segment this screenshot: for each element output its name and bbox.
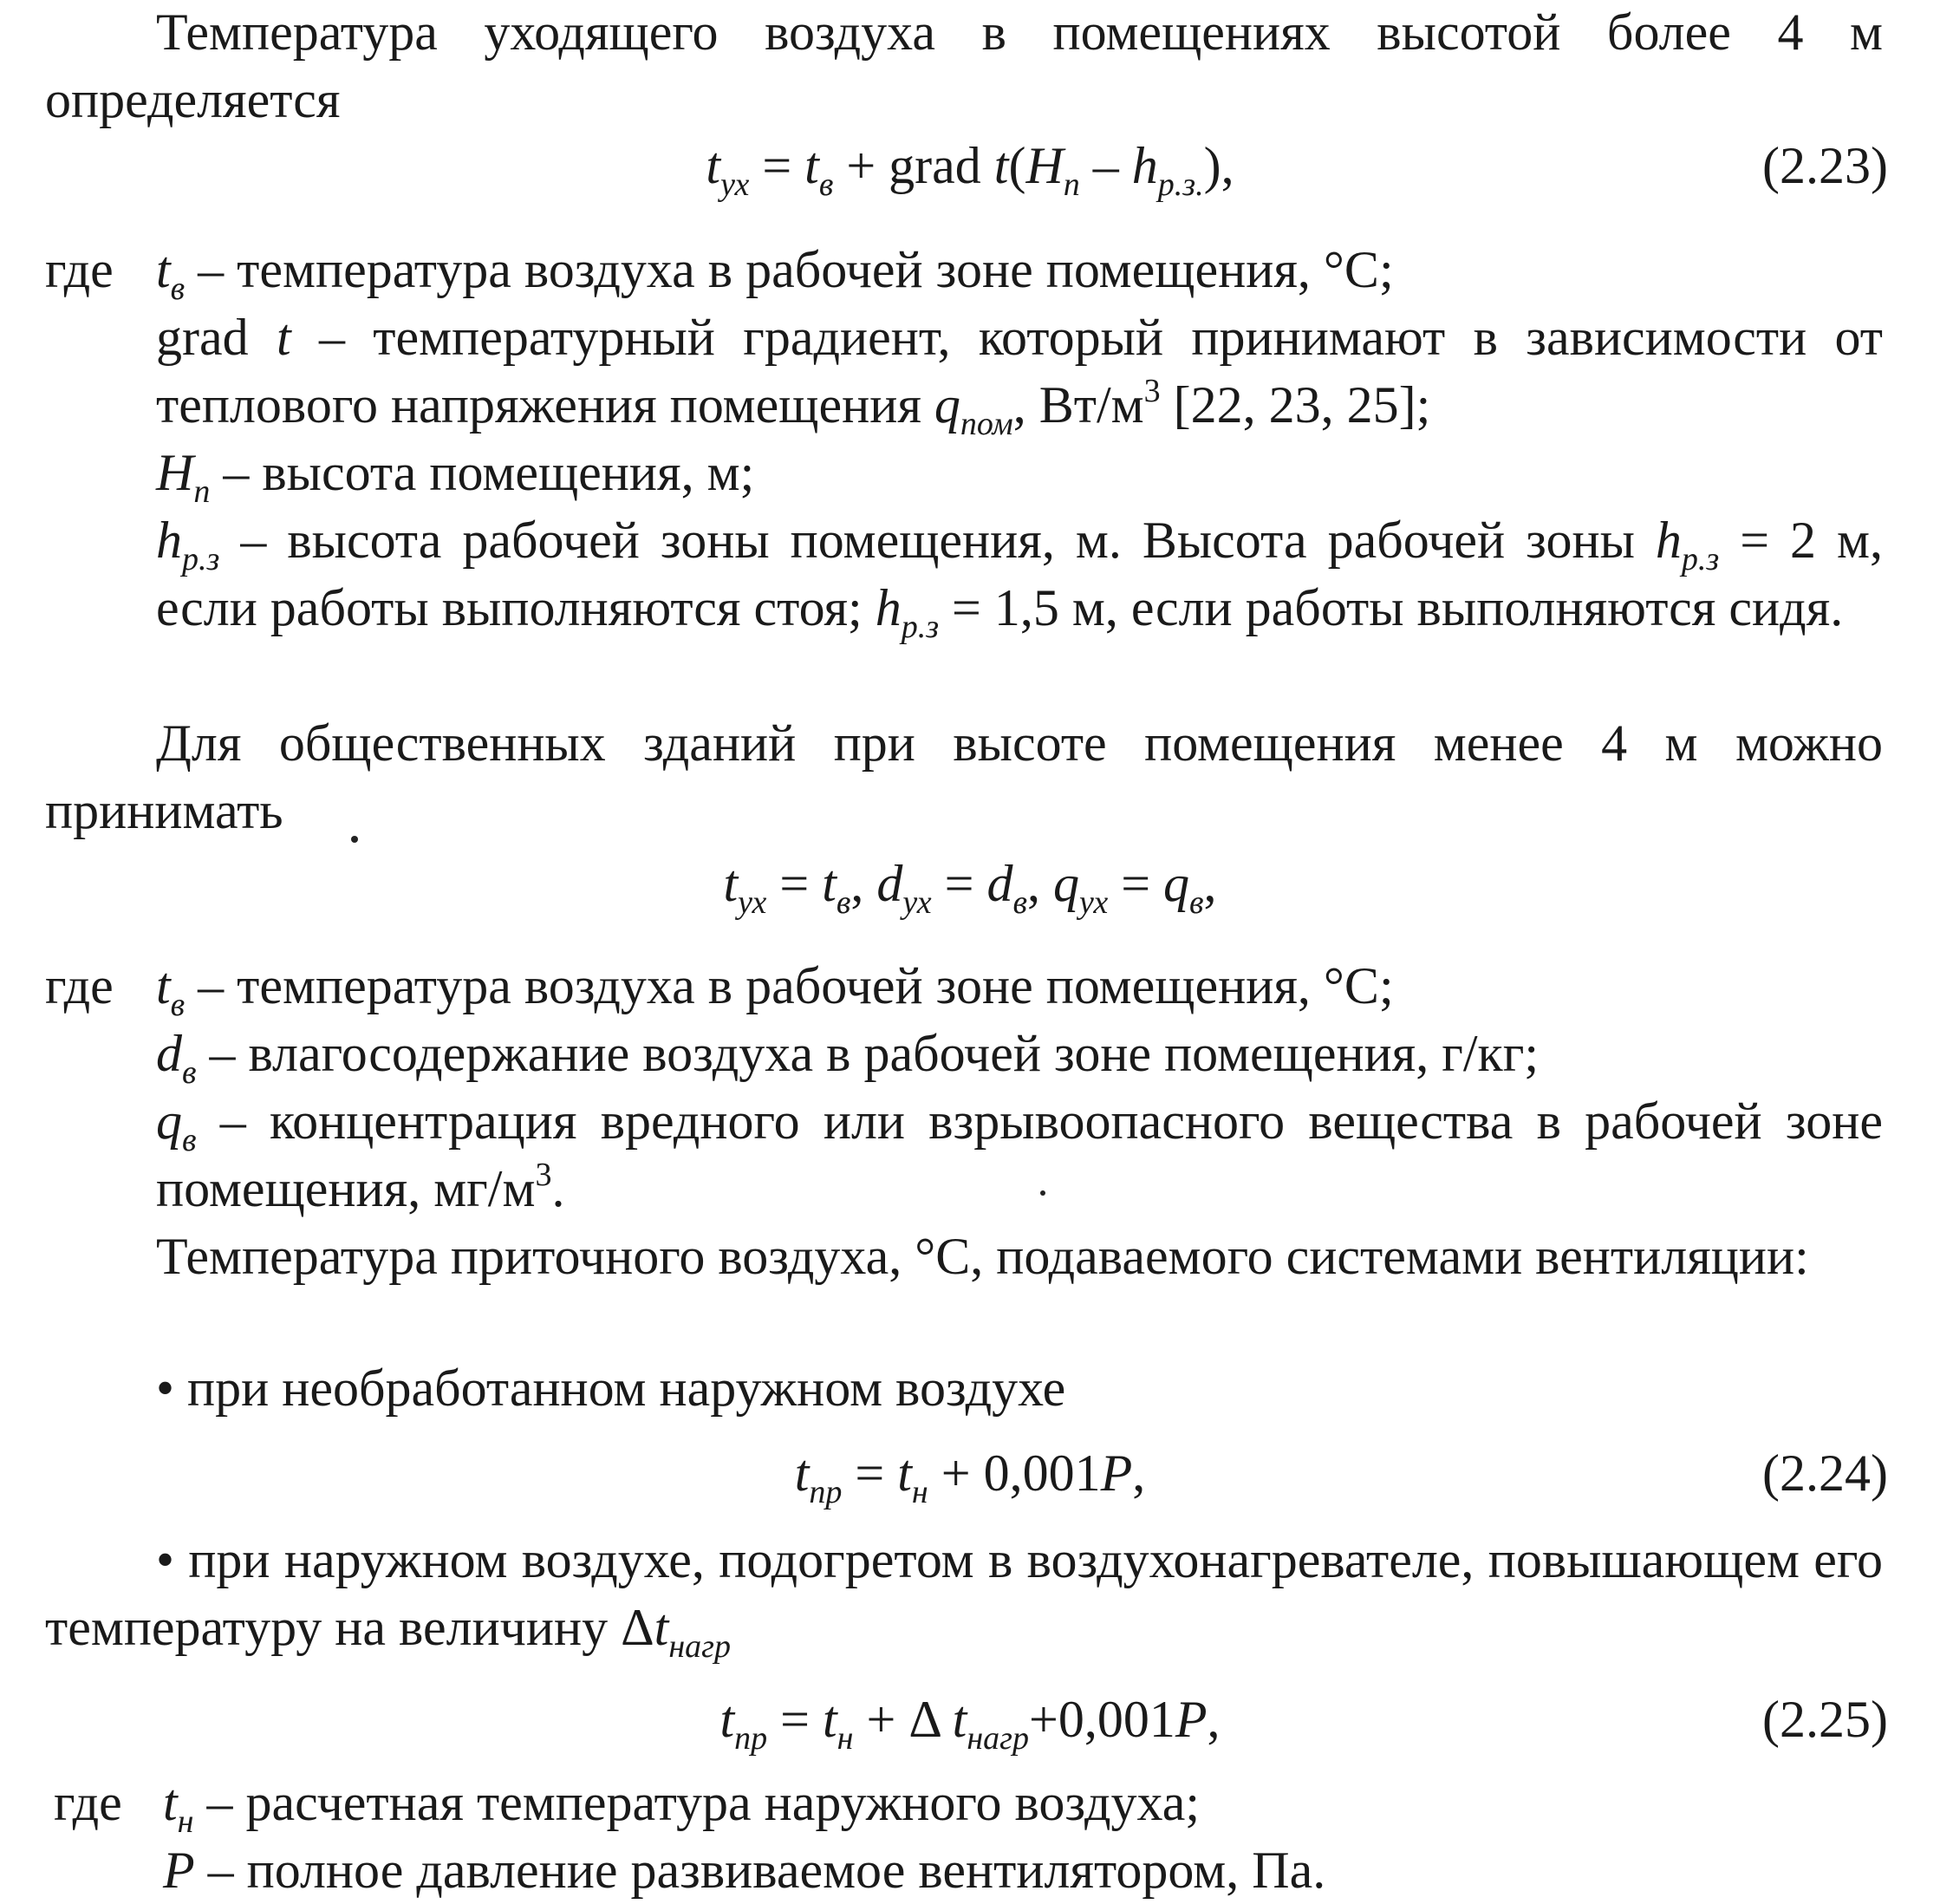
formula-2-23: $t_{ух} = t_в$ + grad $t(H_п - h_{р.з.})$, (2.23) <box>0 132 1940 201</box>
definition-t-v: где $t_в$ – температура воздуха в рабочей зоне помещения, °С; <box>45 241 1394 307</box>
stray-dot <box>351 836 358 843</box>
formula-number: (2.25) <box>1762 1691 1888 1748</box>
definitions-list-1 <box>45 236 1883 645</box>
bullet-untreated-air: • при необработанном наружном воздухе <box>156 1360 1066 1417</box>
formula-2-25: $t_{пр} = t_н + \Delta$ $t_{нагр}+0,001P$, (2.25) <box>0 1686 1940 1755</box>
definitions-list-3 <box>45 1769 1883 1904</box>
paragraph-public-buildings: Для общественных зданий при высоте помещения менее 4 м можно принимать <box>45 714 1883 839</box>
definition-d-v: $d_в$ – влагосодержание воздуха в рабочей зоне помещения, г/кг; <box>156 1025 1539 1091</box>
formula-number: (2.23) <box>1762 137 1888 194</box>
definition-q-v: $q_в$ – концентрация вредного или взрывоопасного вещества в рабочей зоне помещения, $мг/м^3$. <box>156 1092 1883 1217</box>
formula-2-24: $t_{пр} = t_н + 0,001P$, (2.24) <box>0 1439 1940 1509</box>
definitions-list-2 <box>45 952 1883 1223</box>
definition-t-n: где $t_н$ – расчетная температура наружного воздуха; <box>54 1774 1201 1840</box>
paragraph-supply-air-temp: Температура приточного воздуха, °С, подаваемого системами вентиляции: <box>156 1228 1809 1285</box>
formula-number: (2.24) <box>1762 1444 1888 1502</box>
paragraph-exhaust-air-temp: Температура уходящего воздуха в помещениях высотой более 4 м определяется <box>45 3 1883 128</box>
stray-dot-2 <box>1040 1190 1045 1196</box>
definition-h-p: $H_п$ – высота помещения, м; <box>156 444 755 510</box>
definition-p: P – полное давление развиваемое вентилятором, Па. <box>163 1842 1326 1899</box>
definition-grad-t: grad t – температурный градиент, который принимают в зависимости от теплового напряжения помещения $q_{пом}$, $Вт/м^3$ [22, 23, 25]; <box>156 309 1883 442</box>
definition-h-rz: $h_{р.з}$ – высота рабочей зоны помещения, м. Высота рабочей зоны $h_{р.з} = 2$ м, если работы выполняются стоя; $h_{р.з} = 1,5$ м, если работы выполняются сидя. <box>156 512 1883 645</box>
definition-t-v-2: где $t_в$ – температура воздуха в рабочей зоне помещения, °С; <box>45 957 1394 1023</box>
bullet-heated-air: • при наружном воздухе, подогретом в воздухонагревателе, повышающем его температуру на величину $\Delta t_{нагр}$ <box>45 1531 1883 1665</box>
formula-public-buildings: $t_{ух} = t_в$, $d_{ух} = d_в$, $q_{ух} = q_в$, <box>723 855 1217 921</box>
